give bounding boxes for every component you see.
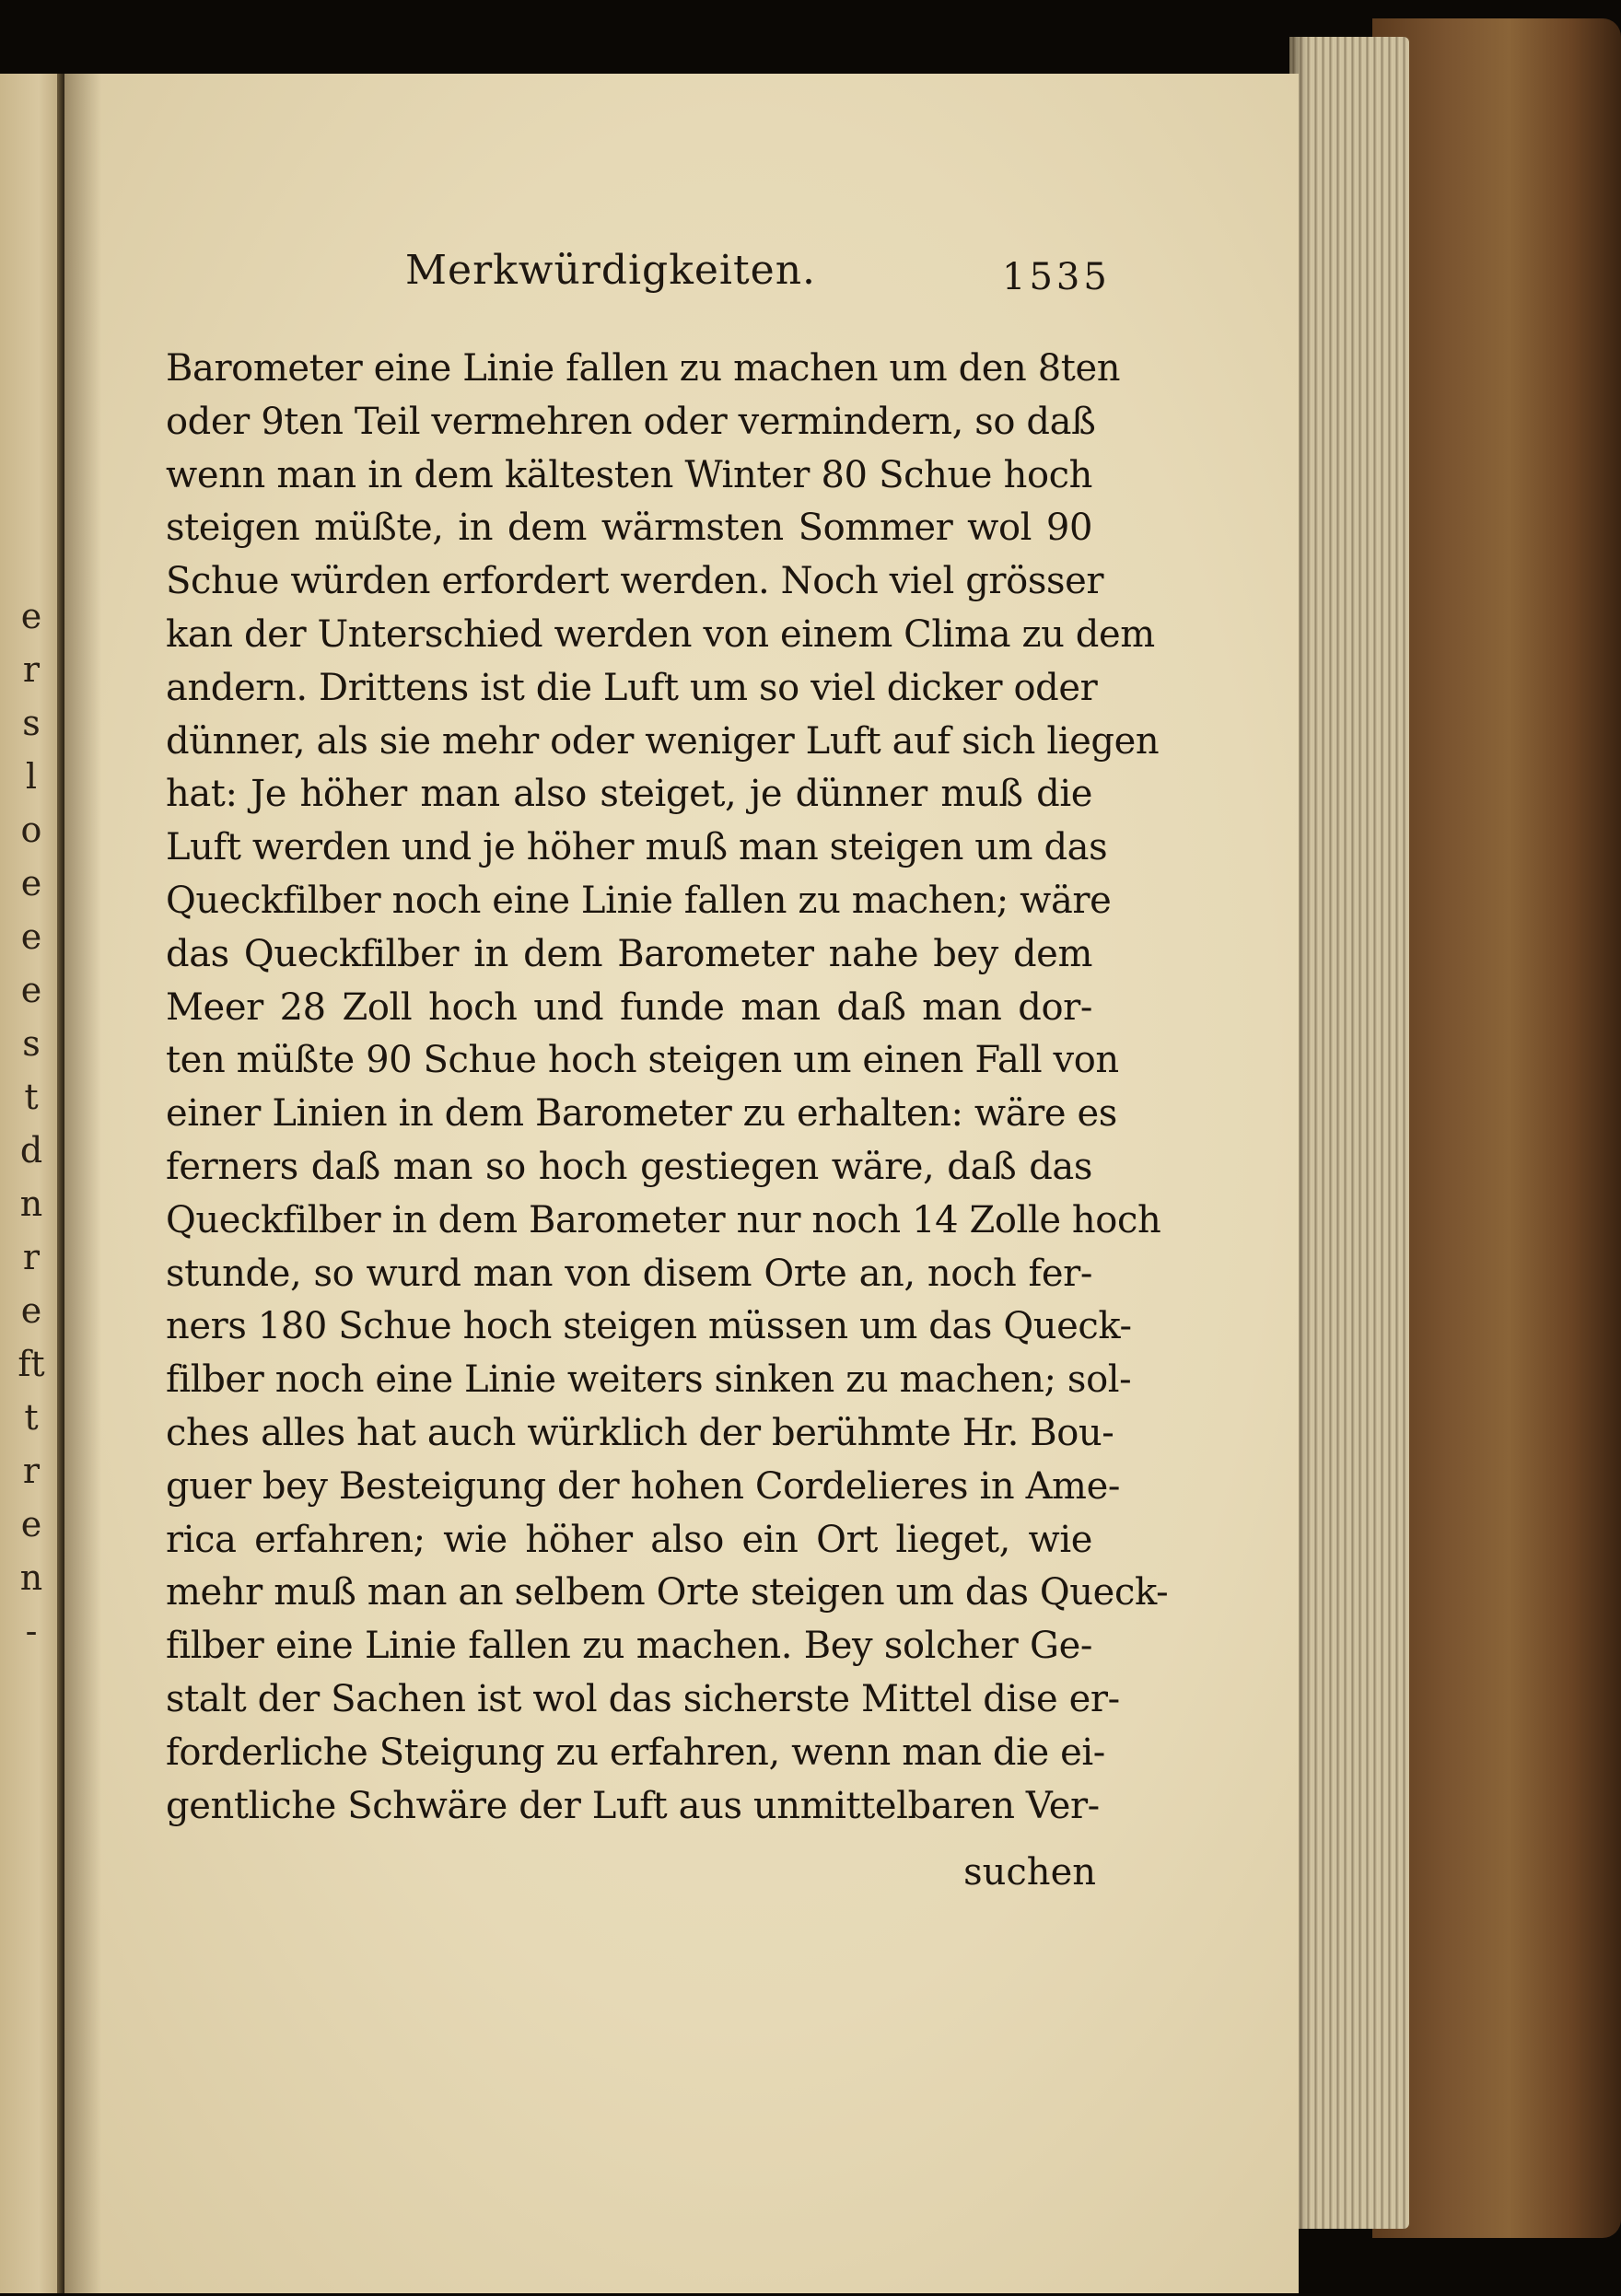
text-line: einer Linien in dem Barometer zu erhalten: wäre es: [166, 1092, 1117, 1136]
previous-page-letters: [4, 589, 59, 1658]
text-line: Meer 28 Zoll hoch und funde man daß man dor-: [166, 985, 1092, 1029]
text-line: Luft werden und je höher muß man steigen um das: [166, 826, 1108, 869]
edge-letter: e: [20, 596, 42, 636]
text-line: guer bey Besteigung der hohen Cordelieres in Ame-: [166, 1464, 1120, 1508]
text-line: ches alles hat auch würklich der berühmte Hr. Bou-: [166, 1411, 1114, 1454]
edge-letter: t: [24, 1397, 39, 1438]
page-number: 1535: [1002, 256, 1111, 298]
text-line: ten müßte 90 Schue hoch steigen um einen Fall von: [166, 1039, 1119, 1082]
page-gutter-shadow: [64, 74, 101, 2293]
edge-letter: n: [19, 1557, 43, 1598]
text-line: rica erfahren; wie höher also ein Ort lieget, wie: [166, 1518, 1092, 1561]
edge-letter: n: [19, 1183, 43, 1224]
edge-letter: r: [22, 1451, 41, 1491]
text-line: stunde, so wurd man von disem Orte an, noch fer-: [166, 1252, 1092, 1295]
text-line: hat: Je höher man also steiget, je dünner muß die: [166, 773, 1092, 816]
edge-letter: e: [20, 970, 42, 1010]
running-head: Merkwürdigkeiten.: [405, 247, 817, 294]
edge-letter: l: [25, 756, 38, 797]
edge-letter: s: [22, 1023, 41, 1064]
text-line: forderliche Steigung zu erfahren, wenn man die ei-: [166, 1731, 1105, 1774]
text-line: filber eine Linie fallen zu machen. Bey solcher Ge-: [166, 1625, 1092, 1668]
edge-letter: o: [20, 810, 42, 850]
book-cover: [1372, 18, 1621, 2238]
text-line: mehr muß man an selbem Orte steigen um das Queck-: [166, 1571, 1169, 1614]
edge-letter: r: [22, 1237, 41, 1277]
edge-letter: e: [20, 863, 42, 903]
edge-letter: ft: [17, 1344, 45, 1384]
text-line: wenn man in dem kältesten Winter 80 Schue hoch: [166, 453, 1092, 496]
catchword: suchen: [963, 1851, 1096, 1894]
text-line: das Queckfilber in dem Barometer nahe bey dem: [166, 932, 1092, 975]
text-line: steigen müßte, in dem wärmsten Sommer wol 90: [166, 507, 1092, 550]
text-line: ferners daß man so hoch gestiegen wäre, daß das: [166, 1145, 1092, 1188]
text-line: Queckfilber noch eine Linie fallen zu machen; wäre: [166, 879, 1112, 922]
text-line: kan der Unterschied werden von einem Clima zu dem: [166, 612, 1155, 656]
edge-letter: s: [22, 703, 41, 743]
text-line: Schue würden erfordert werden. Noch viel grösser: [166, 560, 1104, 603]
text-line: Barometer eine Linie fallen zu machen um den 8ten: [166, 347, 1121, 390]
text-line: ners 180 Schue hoch steigen müssen um das Queck-: [166, 1305, 1132, 1348]
edge-letter: e: [20, 1504, 42, 1544]
edge-letter: d: [19, 1130, 43, 1171]
text-line: stalt der Sachen ist wol das sicherste Mittel dise er-: [166, 1677, 1120, 1720]
text-line: gentliche Schwäre der Luft aus unmittelbaren Ver-: [166, 1784, 1100, 1827]
edge-letter: t: [24, 1077, 39, 1117]
text-line: andern. Drittens ist die Luft um so viel dicker oder: [166, 666, 1098, 709]
text-line: dünner, als sie mehr oder weniger Luft auf sich liegen: [166, 719, 1160, 763]
body-text: [166, 343, 1169, 1833]
edge-letter: e: [20, 1290, 42, 1331]
text-line: filber noch eine Linie weiters sinken zu machen; sol-: [166, 1358, 1132, 1402]
edge-letter: -: [25, 1611, 38, 1651]
text-line: Queckfilber in dem Barometer nur noch 14 Zolle hoch: [166, 1198, 1161, 1241]
edge-letter: e: [20, 916, 42, 957]
edge-letter: r: [22, 649, 41, 690]
text-line: oder 9ten Teil vermehren oder vermindern, so daß: [166, 400, 1096, 443]
